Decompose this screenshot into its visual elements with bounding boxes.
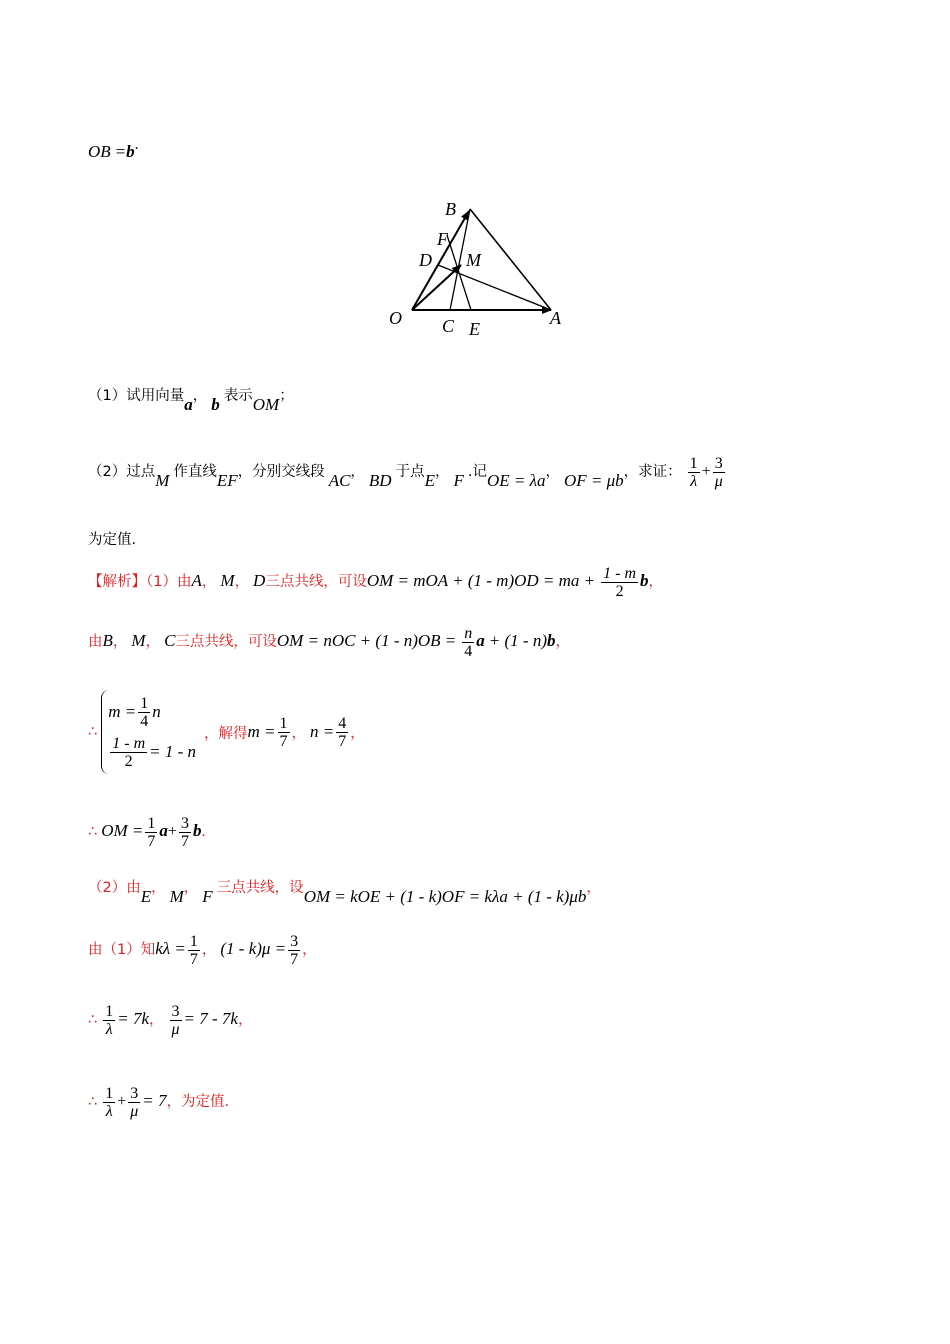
q1-prefix: （1）试用向量	[88, 388, 185, 404]
s5-f: F	[202, 887, 213, 906]
s1-a: A	[191, 571, 202, 591]
question-2	[88, 455, 727, 490]
s7-sep: ，	[149, 1012, 164, 1029]
solution-line-4	[88, 815, 205, 850]
s5-t2: 三点共线，设	[216, 880, 304, 896]
q2-t3: 于点	[395, 464, 425, 481]
s3-m: m =	[247, 722, 276, 741]
q2-sep3: ，	[545, 464, 560, 481]
s5-expr: OM = kOE + (1 - k)OF = kλa + (1 - k)μb	[303, 887, 587, 906]
s1-t1: （1）由	[146, 574, 192, 591]
s6-sep: ，	[201, 942, 217, 959]
s1-expr: OM = mOA + (1 - m)OD = ma +	[366, 571, 596, 591]
s7-frac2: $\frac{3}{\mu}$	[171, 1003, 180, 1038]
s6-frac2: $\frac{3}{7}$	[290, 933, 299, 968]
question-2-tail: 为定值.	[88, 532, 137, 548]
segment-ef	[447, 235, 471, 310]
therefore-3: ∴	[88, 1012, 98, 1029]
s2-m: M	[131, 631, 146, 651]
q2-sep2: ，	[434, 464, 450, 481]
s5-m: M	[169, 887, 184, 906]
ob-label: OB	[88, 142, 111, 161]
s2-c: C	[164, 631, 176, 651]
line-ef: EF	[216, 471, 238, 491]
s3-end: ，	[350, 725, 365, 742]
vector-a: a	[184, 395, 193, 414]
s8-end: ，为定值.	[166, 1094, 230, 1111]
label-f: F	[437, 229, 448, 249]
s6-t1: 由（1）知	[88, 942, 156, 959]
s2-frac: $\frac{n}{4}$	[464, 625, 473, 660]
therefore-4: ∴	[88, 1094, 98, 1111]
vector-b: b	[211, 395, 220, 414]
s1-m: M	[220, 571, 235, 591]
s5-end: ，	[586, 880, 601, 896]
s8-frac1: $\frac{1}{\lambda}$	[105, 1085, 114, 1120]
system-row-2: $\frac{1 - m}{2}$ = 1 - n	[112, 734, 197, 770]
label-m: M	[466, 250, 481, 270]
s7-end: ，	[237, 1012, 253, 1029]
q1-mid: 表示	[223, 388, 253, 404]
label-d: D	[419, 250, 432, 270]
s1-end: ，	[648, 574, 664, 591]
question-1	[88, 384, 294, 414]
q2-sep: ，	[350, 464, 365, 481]
plus-sign: +	[701, 463, 711, 481]
s2-a: a	[476, 631, 485, 651]
s6-end: ，	[302, 942, 317, 959]
s2-rest: + (1 - n)	[488, 631, 547, 651]
s2-b: b	[547, 631, 556, 651]
therefore-2: ∴	[88, 824, 98, 841]
s6-e1: kλ =	[155, 939, 186, 959]
s7-e1: = 7k	[117, 1009, 150, 1029]
s1-frac: $\frac{1 - m}{2}$	[603, 565, 637, 600]
point-m: M	[155, 471, 170, 491]
s3-sep: ，	[291, 725, 307, 742]
s6-frac1: $\frac{1}{7}$	[189, 933, 198, 968]
s6-e2: (1 - k)μ =	[220, 939, 287, 959]
s1-d: D	[253, 571, 266, 591]
solution-line-8	[88, 1085, 229, 1120]
s4-a: a	[159, 821, 168, 841]
solution-tag: 【解析】	[88, 574, 146, 591]
equation-system	[101, 690, 196, 774]
s4-frac1: $\frac{1}{7}$	[147, 815, 156, 850]
seg-ac: AC	[328, 471, 351, 491]
label-e: E	[469, 319, 480, 339]
triangle-figure	[385, 195, 585, 345]
s2-b-pt: B	[102, 631, 113, 651]
s7-e2: = 7 - 7k	[183, 1009, 238, 1029]
solution-line-5: （2）由E， M， F 三点共线，设OM = kOE + (1 - k)OF = kλa + (1 - k)μb，	[88, 880, 601, 906]
q2-t1: 作直线	[173, 464, 217, 481]
label-a: A	[550, 308, 561, 328]
system-row-1: m = $\frac{1}{4}$ n	[108, 694, 161, 730]
s8-frac2: $\frac{3}{\mu}$	[130, 1085, 139, 1120]
q1-end: ；	[279, 388, 294, 404]
s4-plus: +	[167, 823, 177, 841]
s1-b: b	[640, 571, 649, 591]
s1-t2: 三点共线，可设	[265, 574, 367, 591]
s4-end: .	[201, 823, 206, 841]
s4-om: OM =	[101, 821, 144, 841]
s3-n: n =	[310, 722, 335, 741]
s8-e1: = 7	[142, 1091, 167, 1111]
solution-line-7	[88, 1003, 252, 1038]
s7-frac1: $\frac{1}{\lambda}$	[105, 1003, 114, 1038]
s3-m-frac: $\frac{1}{7}$	[279, 714, 288, 750]
s2-expr: OM = nOC + (1 - n)OB =	[276, 631, 457, 651]
q2-prefix: （2）过点	[88, 464, 156, 481]
fraction-3-mu: $\frac{3}{\mu}$	[714, 455, 723, 490]
fraction-1-lambda: $\frac{1}{\lambda}$	[689, 455, 698, 490]
header-ob-line	[88, 136, 139, 162]
s4-frac2: $\frac{3}{7}$	[180, 815, 189, 850]
s5-t1: （2）由	[88, 880, 141, 896]
segment-ab	[470, 209, 551, 310]
q2-t2: ，分别交线段	[237, 464, 325, 481]
of-expr: OF = μb	[563, 471, 624, 491]
eq-sign: =	[114, 142, 127, 161]
label-c: C	[442, 316, 455, 336]
solution-line-2: 由B， M， C三点共线，可设OM = nOC + (1 - n)OB = $\frac{n}{4}$ a + (1 - n)b，	[88, 625, 570, 660]
s5-e: E	[140, 887, 152, 906]
s8-plus: +	[117, 1093, 127, 1111]
solution-line-6	[88, 933, 317, 968]
s2-end: ，	[555, 634, 570, 651]
s2-t1: 由	[88, 634, 103, 651]
q2-t4: .记	[467, 464, 487, 481]
s2-t2: 三点共线，可设	[175, 634, 277, 651]
point-e: E	[424, 471, 435, 491]
label-b: B	[445, 199, 456, 219]
dot: .	[134, 136, 139, 153]
s3-t1: ，解得	[204, 725, 248, 742]
solution-line-1: 【解析】（1）由A， M， D三点共线，可设OM = mOA + (1 - m)OD = ma + $\frac{1 - m}{2}$ b，	[88, 565, 664, 600]
solution-line-3	[88, 690, 365, 774]
q2-t5: ，求证：	[623, 464, 682, 481]
om-label: OM	[252, 395, 280, 414]
q1-sep: ，	[192, 388, 208, 404]
therefore-1: ∴	[88, 724, 98, 740]
label-o: O	[389, 308, 402, 328]
vector-b: b	[126, 142, 135, 161]
seg-bd: BD	[368, 471, 392, 491]
oe-expr: OE = λa	[486, 471, 546, 491]
point-f: F	[453, 471, 464, 491]
s4-b: b	[192, 821, 202, 841]
s3-n-frac: $\frac{4}{7}$	[338, 714, 347, 750]
